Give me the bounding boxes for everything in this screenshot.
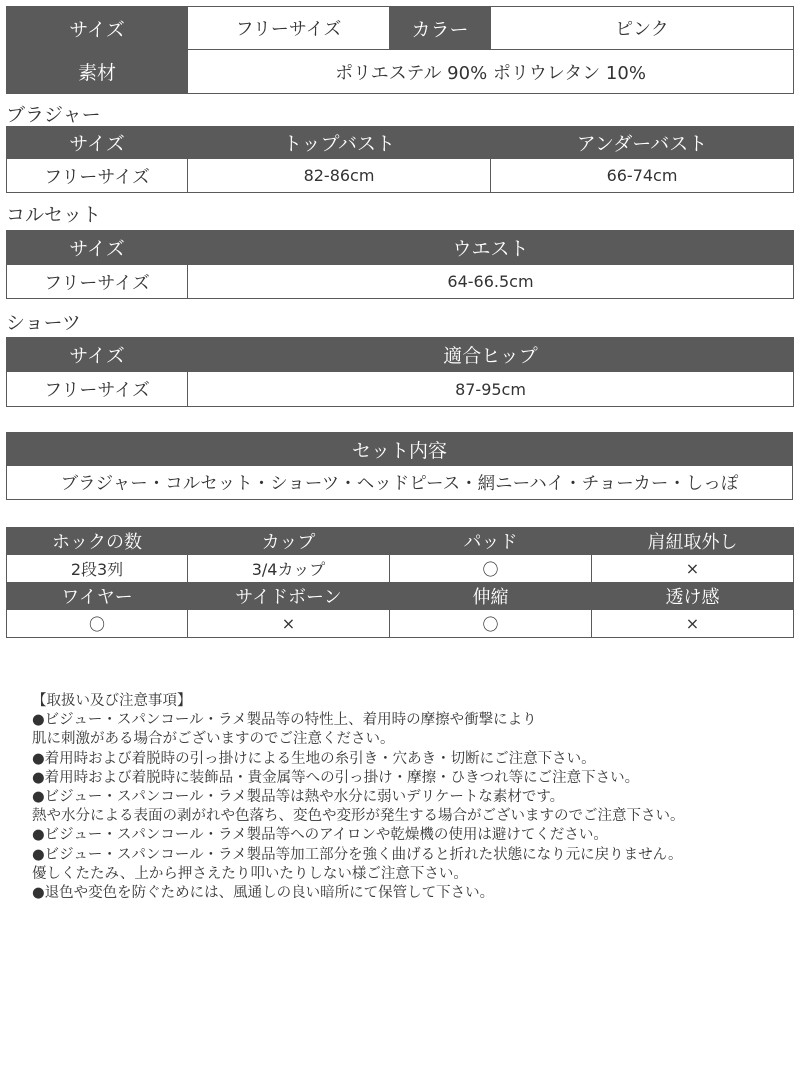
material-value: ポリエステル 90% ポリウレタン 10% (188, 50, 794, 94)
table-cell: 66-74cm (491, 159, 794, 193)
care-note-line: ●着用時および着脱時に装飾品・貴金属等への引っ掛け・摩擦・ひきつれ等にご注意下さい。 (32, 769, 640, 786)
care-note-line: 肌に刺激がある場合がございますのでご注意ください。 (32, 731, 395, 748)
care-note-line: ●着用時および着脱時の引っ掛けによる生地の糸引き・穴あき・切断にご注意下さい。 (32, 750, 596, 767)
table-header: 伸縮 (390, 583, 592, 610)
care-note-line: ●退色や変色を防ぐためには、風通しの良い暗所にて保管して下さい。 (32, 885, 495, 902)
table-header: サイドボーン (188, 583, 390, 610)
table-cell: 82-86cm (188, 159, 491, 193)
care-note-line: ●ビジュー・スパンコール・ラメ製品等の特性上、着用時の摩擦や衝撃により (32, 712, 537, 729)
size-value: フリーサイズ (188, 7, 390, 50)
table-cell: × (592, 610, 794, 638)
table-header: ホックの数 (7, 528, 188, 555)
care-note-line: ●ビジュー・スパンコール・ラメ製品等加工部分を強く曲げると折れた状態になり元に戻りません。 (32, 846, 683, 863)
care-note-line: ●ビジュー・スパンコール・ラメ製品等は熱や水分に弱いデリケートな素材です。 (32, 789, 565, 806)
table-header: サイズ (7, 231, 188, 265)
table-header: アンダーバスト (491, 127, 794, 159)
table-header: ワイヤー (7, 583, 188, 610)
care-note-line: 優しくたたみ、上から押さえたり叩いたりしない様ご注意下さい。 (32, 865, 468, 882)
table-cell: 〇 (390, 555, 592, 583)
table-cell: 87-95cm (188, 372, 794, 407)
features-table (6, 527, 793, 638)
overview-table (6, 6, 793, 94)
table-cell: 〇 (7, 610, 188, 638)
table-header: トップバスト (188, 127, 491, 159)
shorts-size-table (6, 337, 793, 407)
table-cell: フリーサイズ (7, 159, 188, 193)
care-note-line: ●ビジュー・スパンコール・ラメ製品等へのアイロンや乾燥機の使用は避けてください。 (32, 827, 608, 844)
table-header: 適合ヒップ (188, 338, 794, 372)
color-value: ピンク (491, 7, 794, 50)
table-cell: 2段3列 (7, 555, 188, 583)
care-notes (32, 692, 792, 903)
table-cell: フリーサイズ (7, 265, 188, 299)
color-label: カラー (390, 7, 491, 50)
bra-section-title: ブラジャー (6, 104, 101, 126)
table-header: パッド (390, 528, 592, 555)
corset-section-title: コルセット (6, 204, 102, 226)
care-notes-title: 【取扱い及び注意事項】 (32, 693, 192, 709)
corset-size-table (6, 230, 793, 299)
set-contents-value: ブラジャー・コルセット・ショーツ・ヘッドピース・網ニーハイ・チョーカー・しっぽ (7, 466, 793, 500)
table-cell: 64-66.5cm (188, 265, 794, 299)
table-header: 肩紐取外し (592, 528, 794, 555)
table-cell: フリーサイズ (7, 372, 188, 407)
table-header: 透け感 (592, 583, 794, 610)
table-cell: 〇 (390, 610, 592, 638)
table-header: カップ (188, 528, 390, 555)
care-note-line: 熱や水分による表面の剥がれや色落ち、変色や変形が発生する場合がございますのでご注意下さい。 (32, 808, 685, 825)
size-label: サイズ (7, 7, 188, 50)
table-header: サイズ (7, 127, 188, 159)
table-cell: 3/4カップ (188, 555, 390, 583)
bra-size-table (6, 126, 793, 193)
table-header: ウエスト (188, 231, 794, 265)
table-cell: × (592, 555, 794, 583)
table-header: サイズ (7, 338, 188, 372)
shorts-section-title: ショーツ (6, 312, 81, 334)
set-contents-header: セット内容 (7, 433, 793, 466)
material-label: 素材 (7, 50, 188, 94)
set-contents-table (6, 432, 793, 500)
table-cell: × (188, 610, 390, 638)
